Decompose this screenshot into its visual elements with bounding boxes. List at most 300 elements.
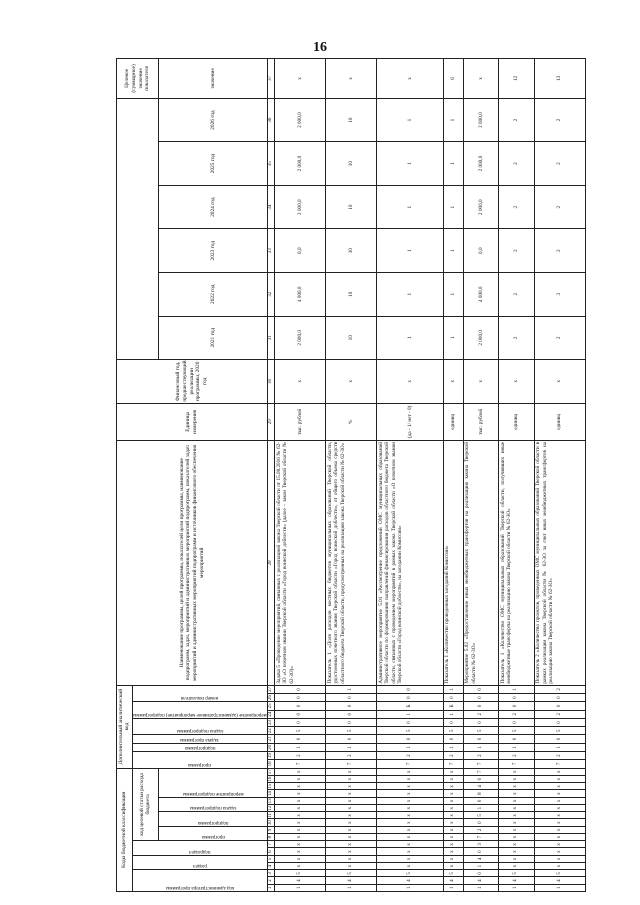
code-cell: 0 bbox=[275, 693, 326, 701]
code-cell: 5 bbox=[326, 727, 377, 735]
code-cell: 0 bbox=[275, 702, 326, 710]
column-number: 21 bbox=[268, 736, 274, 742]
code-cell: х bbox=[377, 797, 443, 804]
code-cell: х bbox=[377, 855, 443, 862]
row-year-value: 10 bbox=[326, 185, 377, 229]
table-row bbox=[275, 59, 326, 892]
code-cell: х bbox=[377, 834, 443, 841]
column-number: 34 bbox=[268, 185, 275, 229]
code-cell: 1 bbox=[463, 805, 499, 812]
code-cell: х bbox=[275, 848, 326, 855]
header-razdel: раздел bbox=[132, 855, 268, 870]
code-cell: 0 bbox=[443, 735, 463, 743]
code-cell: 0 bbox=[499, 718, 535, 726]
code-cell: х bbox=[534, 768, 585, 775]
code-cell: х bbox=[326, 848, 377, 855]
row-year-value: 3 bbox=[534, 272, 585, 316]
column-number-row bbox=[268, 59, 275, 892]
code-cell: х bbox=[443, 848, 463, 855]
code-cell: 5 bbox=[377, 727, 443, 735]
header-years-group bbox=[117, 98, 159, 359]
code-cell: 1 bbox=[463, 743, 499, 751]
code-cell: 1 bbox=[377, 710, 443, 718]
header-aa-meropriyatie: мероприятие (административное мероприятие) подпрограммы bbox=[132, 702, 268, 719]
code-cell: 2 bbox=[463, 710, 499, 718]
header-fin-year: Финансовый год, предшествующий реализации программы, 2020 год bbox=[117, 360, 268, 404]
column-number: 4 bbox=[268, 863, 275, 870]
code-cell: 1 bbox=[443, 710, 463, 718]
row-year-value: 2 000,0 bbox=[275, 98, 326, 142]
row-unit: единиц bbox=[534, 403, 585, 440]
code-cell: 5 bbox=[499, 727, 535, 735]
row-unit: единиц bbox=[499, 403, 535, 440]
table-row bbox=[463, 59, 499, 892]
code-cell: х bbox=[326, 805, 377, 812]
code-cell: х bbox=[499, 805, 535, 812]
code-cell: х bbox=[377, 863, 443, 870]
code-cell: 1 bbox=[275, 743, 326, 751]
column-number: 36 bbox=[268, 98, 275, 142]
column-number: 28 bbox=[268, 440, 275, 685]
code-cell: 7 bbox=[463, 760, 499, 768]
code-cell: 2 bbox=[534, 710, 585, 718]
row-fin-year: х bbox=[499, 360, 535, 404]
header-programma: программа bbox=[159, 826, 268, 841]
header-aa-nomer-pokazatelya: номер показателя bbox=[132, 685, 268, 702]
row-name: Показатель 2 «Количество проектов, проведенных ОМС муниципальных образований Тверской области в рамках реализации закона Тверской области № 62-ЗО за счет иных межбюджетных трансфертов на реализацию закона Тверской области № 62-ЗО» bbox=[534, 440, 585, 685]
row-year-value: 1 bbox=[443, 185, 463, 229]
code-cell: 0 bbox=[463, 848, 499, 855]
row-name: Мероприятие 5.02 «Предоставление иных межбюджетных трансфертов на реализацию закона Тверской области № 62-ЗО» bbox=[463, 440, 499, 685]
column-number: 14 bbox=[268, 791, 274, 797]
header-year-2022: 2022 год bbox=[159, 272, 268, 316]
code-cell: 0 bbox=[275, 735, 326, 743]
row-year-value: 1 bbox=[377, 185, 443, 229]
code-cell: 2 bbox=[326, 751, 377, 759]
header-year-2021: 2021 год bbox=[159, 316, 268, 360]
code-cell: х bbox=[499, 819, 535, 826]
code-cell: 2 bbox=[275, 751, 326, 759]
column-number: 1 bbox=[268, 884, 275, 891]
row-year-value: 0,0 bbox=[275, 229, 326, 273]
code-cell: х bbox=[443, 841, 463, 848]
code-cell: 5 bbox=[443, 870, 463, 877]
code-cell: 0 bbox=[534, 702, 585, 710]
row-year-value: 1 bbox=[443, 316, 463, 360]
code-cell: х bbox=[326, 826, 377, 833]
code-cell: 0 bbox=[463, 702, 499, 710]
code-cell: х bbox=[534, 776, 585, 783]
code-cell: х bbox=[499, 834, 535, 841]
code-cell: 2 bbox=[377, 751, 443, 759]
code-cell: 4 bbox=[377, 877, 443, 884]
code-cell: 5 bbox=[326, 870, 377, 877]
code-cell: х bbox=[377, 848, 443, 855]
code-cell: х bbox=[377, 826, 443, 833]
column-number: 23 bbox=[268, 719, 274, 725]
code-cell: 5 bbox=[377, 870, 443, 877]
code-cell: х bbox=[377, 819, 443, 826]
code-cell: 1 bbox=[377, 743, 443, 751]
code-cell: х bbox=[326, 776, 377, 783]
rotated-table bbox=[116, 58, 563, 892]
code-cell: 7 bbox=[443, 760, 463, 768]
column-number: 16 bbox=[268, 776, 274, 782]
column-number: 3 bbox=[268, 870, 275, 877]
code-cell: 0 bbox=[326, 693, 377, 701]
header-unit: Единица измерения bbox=[117, 403, 268, 440]
code-cell: х bbox=[534, 783, 585, 790]
column-number: 24 bbox=[268, 711, 274, 717]
code-cell: х bbox=[443, 776, 463, 783]
column-number: 7 bbox=[268, 841, 275, 848]
code-cell: 7 bbox=[275, 760, 326, 768]
row-year-value: 2 000,0 bbox=[275, 316, 326, 360]
column-number: 9 bbox=[268, 826, 275, 833]
code-cell: 7 bbox=[377, 760, 443, 768]
row-fin-year: х bbox=[534, 360, 585, 404]
column-number: 33 bbox=[268, 229, 275, 273]
row-year-value: 2 bbox=[534, 185, 585, 229]
code-cell: 0 bbox=[326, 710, 377, 718]
table-row bbox=[534, 59, 585, 892]
code-cell: х bbox=[377, 790, 443, 797]
code-cell: 1 bbox=[326, 685, 377, 693]
table-row bbox=[443, 59, 463, 892]
code-cell: х bbox=[499, 855, 535, 862]
header-znachenie: значение bbox=[159, 59, 268, 99]
code-cell: 0 bbox=[443, 693, 463, 701]
row-year-value: 2 000,0 bbox=[463, 142, 499, 186]
row-year-value: 1 bbox=[377, 229, 443, 273]
row-fin-year: х bbox=[326, 360, 377, 404]
code-cell: 0 bbox=[377, 735, 443, 743]
code-cell: х bbox=[443, 805, 463, 812]
code-cell: 1 bbox=[377, 884, 443, 891]
header-year-2025: 2025 год bbox=[159, 142, 268, 186]
column-number: 25 bbox=[268, 703, 274, 709]
row-unit: тыс. рублей bbox=[275, 403, 326, 440]
code-cell: х bbox=[326, 783, 377, 790]
code-cell: 2 bbox=[534, 751, 585, 759]
row-year-value: 1 bbox=[443, 98, 463, 142]
code-cell: 4 bbox=[463, 783, 499, 790]
code-cell: х bbox=[534, 797, 585, 804]
code-cell: х bbox=[377, 776, 443, 783]
code-cell: х bbox=[275, 768, 326, 775]
code-cell: х bbox=[275, 812, 326, 819]
row-year-value: 4 000,0 bbox=[275, 272, 326, 316]
column-number: 19 bbox=[268, 753, 274, 759]
row-year-value: 4 000,0 bbox=[463, 272, 499, 316]
code-cell: 1 bbox=[463, 884, 499, 891]
code-cell: х bbox=[443, 834, 463, 841]
code-cell: х bbox=[534, 855, 585, 862]
row-year-value: 1 bbox=[377, 316, 443, 360]
column-number: 17 bbox=[268, 769, 274, 775]
code-cell: х bbox=[326, 768, 377, 775]
row-year-value: 2 000,0 bbox=[463, 98, 499, 142]
code-cell: х bbox=[443, 768, 463, 775]
code-cell: х bbox=[443, 790, 463, 797]
column-number: 31 bbox=[268, 316, 275, 360]
code-cell: 1 bbox=[443, 685, 463, 693]
code-cell: 0 bbox=[275, 685, 326, 693]
row-name: Показатель 1 «Количество проведенных заседаний Комиссии» bbox=[443, 440, 463, 685]
code-cell: 0 bbox=[463, 735, 499, 743]
table-body bbox=[275, 59, 585, 892]
header-podrazdel: подраздел bbox=[132, 841, 268, 856]
row-year-value: 1 bbox=[443, 229, 463, 273]
page-number: 16 bbox=[313, 40, 327, 55]
code-cell: х bbox=[499, 797, 535, 804]
code-cell: 1 bbox=[463, 863, 499, 870]
code-cell: х bbox=[443, 819, 463, 826]
code-cell: 8 bbox=[463, 790, 499, 797]
code-cell: 0 bbox=[326, 735, 377, 743]
code-cell: х bbox=[499, 783, 535, 790]
header-aa-zadacha-programmy: задача программы bbox=[132, 735, 268, 743]
row-year-value: 2 000,0 bbox=[463, 316, 499, 360]
code-cell: х bbox=[499, 841, 535, 848]
row-year-value: 2 000,0 bbox=[463, 185, 499, 229]
code-cell: х bbox=[377, 805, 443, 812]
code-cell: х bbox=[275, 826, 326, 833]
code-cell: 0 bbox=[443, 718, 463, 726]
code-cell: х bbox=[499, 776, 535, 783]
code-cell: 5 bbox=[275, 727, 326, 735]
code-cell: 0 bbox=[463, 819, 499, 826]
row-unit: % bbox=[326, 403, 377, 440]
code-cell: Б bbox=[443, 702, 463, 710]
table-row bbox=[499, 59, 535, 892]
row-year-value: 1 bbox=[377, 142, 443, 186]
row-unit: тыс. рублей bbox=[463, 403, 499, 440]
code-cell: 5 bbox=[443, 727, 463, 735]
code-cell: х bbox=[499, 768, 535, 775]
code-cell: 0 bbox=[463, 870, 499, 877]
code-cell: 0 bbox=[463, 693, 499, 701]
code-cell: х bbox=[326, 863, 377, 870]
code-cell: 0 bbox=[275, 710, 326, 718]
code-cell: х bbox=[275, 841, 326, 848]
column-number: 6 bbox=[268, 848, 275, 855]
row-total: 6 bbox=[443, 59, 463, 99]
table-row bbox=[377, 59, 443, 892]
column-number: 32 bbox=[268, 272, 275, 316]
code-cell: х bbox=[443, 855, 463, 862]
code-cell: 0 bbox=[499, 735, 535, 743]
row-year-value: 1 bbox=[377, 98, 443, 142]
code-cell: 1 bbox=[326, 884, 377, 891]
row-year-value: 2 bbox=[534, 316, 585, 360]
column-number: 13 bbox=[268, 798, 274, 804]
row-year-value: 1 bbox=[443, 272, 463, 316]
code-cell: 0 bbox=[275, 718, 326, 726]
header-year-2026: 2026 год bbox=[159, 98, 268, 142]
code-cell: х bbox=[275, 863, 326, 870]
row-fin-year: х bbox=[275, 360, 326, 404]
code-cell: х bbox=[534, 790, 585, 797]
code-cell: 7 bbox=[463, 834, 499, 841]
code-cell: 3 bbox=[463, 841, 499, 848]
code-cell: х bbox=[534, 826, 585, 833]
code-cell: х bbox=[377, 768, 443, 775]
code-cell: 0 bbox=[377, 685, 443, 693]
code-cell: 5 bbox=[499, 870, 535, 877]
header-podprogramma: подпрограмма bbox=[159, 812, 268, 827]
code-cell: х bbox=[326, 790, 377, 797]
row-year-value: 1 bbox=[377, 272, 443, 316]
header-row-1 bbox=[117, 59, 133, 892]
code-cell: х bbox=[275, 797, 326, 804]
header-meropriyatie-podprogrammy: мероприятие подпрограммы bbox=[159, 768, 268, 797]
row-unit: (да - 1/ нет - 0) bbox=[377, 403, 443, 440]
code-cell: 4 bbox=[326, 877, 377, 884]
code-cell: 1 bbox=[326, 743, 377, 751]
row-fin-year: х bbox=[443, 360, 463, 404]
header-year-2024: 2024 год bbox=[159, 185, 268, 229]
column-number: 18 bbox=[268, 761, 274, 767]
row-year-value: 10 bbox=[326, 98, 377, 142]
code-cell: 4 bbox=[463, 877, 499, 884]
row-year-value: 2 000,0 bbox=[275, 142, 326, 186]
table-row bbox=[326, 59, 377, 892]
code-cell: 5 bbox=[534, 727, 585, 735]
code-cell: х bbox=[443, 812, 463, 819]
header-aa-programma: программа bbox=[132, 751, 268, 768]
code-cell: х bbox=[377, 812, 443, 819]
row-total: х bbox=[377, 59, 443, 99]
column-number: 11 bbox=[268, 812, 274, 818]
code-cell: 4 bbox=[443, 877, 463, 884]
code-cell: х bbox=[275, 805, 326, 812]
code-cell: 5 bbox=[463, 812, 499, 819]
row-year-value: 2 bbox=[534, 229, 585, 273]
row-year-value: 1 bbox=[443, 142, 463, 186]
code-cell: х bbox=[499, 863, 535, 870]
row-year-value: 2 bbox=[499, 316, 535, 360]
row-total: 12 bbox=[499, 59, 535, 99]
row-year-value: 2 bbox=[534, 142, 585, 186]
code-cell: х bbox=[326, 812, 377, 819]
code-cell: х bbox=[443, 826, 463, 833]
row-year-value: 2 bbox=[534, 98, 585, 142]
header-admin-code: код администратора программы bbox=[132, 870, 268, 892]
code-cell: х bbox=[534, 834, 585, 841]
code-cell: 0 bbox=[534, 718, 585, 726]
row-total: х bbox=[326, 59, 377, 99]
code-cell: х bbox=[326, 834, 377, 841]
header-target-value: Целевое (суммарное) значение показателя bbox=[117, 59, 159, 99]
code-cell: 0 bbox=[499, 693, 535, 701]
row-name: Задача 5 «Проведение мероприятий, связанных с реализацией закона Тверской области от 15.08.2016 № 62-ЗО «О почетном звании Тверской области «Город воинской доблести» (далее – закон Тверской области № 62-ЗО)» bbox=[275, 440, 326, 685]
column-number: 22 bbox=[268, 728, 274, 734]
code-cell: х bbox=[275, 783, 326, 790]
row-year-value: 10 bbox=[326, 316, 377, 360]
code-cell: 5 bbox=[275, 870, 326, 877]
code-cell: 4 bbox=[275, 877, 326, 884]
code-cell: х bbox=[534, 812, 585, 819]
code-cell: 0 bbox=[463, 776, 499, 783]
code-cell: 7 bbox=[499, 760, 535, 768]
column-number: 2 bbox=[268, 877, 275, 884]
code-cell: х bbox=[275, 776, 326, 783]
column-number: 8 bbox=[268, 834, 275, 841]
code-cell: 1 bbox=[443, 884, 463, 891]
code-cell: 2 bbox=[499, 710, 535, 718]
header-year-2023: 2023 год bbox=[159, 229, 268, 273]
code-cell: 1 bbox=[443, 743, 463, 751]
code-cell: 7 bbox=[463, 768, 499, 775]
code-cell: х bbox=[377, 783, 443, 790]
column-number: 26 bbox=[268, 695, 274, 701]
code-cell: 4 bbox=[499, 877, 535, 884]
code-cell: 2 bbox=[443, 751, 463, 759]
column-number: 29 bbox=[268, 403, 275, 440]
row-year-value: 2 bbox=[499, 142, 535, 186]
row-total: х bbox=[275, 59, 326, 99]
code-cell: 7 bbox=[534, 760, 585, 768]
code-cell: х bbox=[499, 790, 535, 797]
header-target-article: код целевой статьи расхода бюджета bbox=[132, 768, 159, 841]
code-cell: х bbox=[443, 797, 463, 804]
column-number: 20 bbox=[268, 744, 274, 750]
code-cell: х bbox=[443, 783, 463, 790]
code-cell: 0 bbox=[326, 702, 377, 710]
header-aa-zadacha-podprogrammy: задача подпрограммы bbox=[132, 718, 268, 735]
code-cell: х bbox=[275, 855, 326, 862]
row-year-value: 2 bbox=[499, 185, 535, 229]
header-name-column: Наименование программы, целей программы, показателей цели программы, наименование подпрограмм, задач, мероприятий и административных мероприятий подпрограмм, показателей задач мероприятий и административных мероприятий подпрограмм и источников финансового обеспечения мероприятий bbox=[117, 440, 268, 685]
code-cell: 4 bbox=[463, 855, 499, 862]
code-cell: 0 bbox=[377, 693, 443, 701]
code-cell: х bbox=[499, 812, 535, 819]
row-year-value: 0,0 bbox=[463, 229, 499, 273]
code-cell: х bbox=[534, 841, 585, 848]
row-unit: единиц bbox=[443, 403, 463, 440]
code-cell: х bbox=[326, 819, 377, 826]
code-cell: х bbox=[534, 805, 585, 812]
code-cell: х bbox=[326, 797, 377, 804]
column-number: 37 bbox=[268, 59, 275, 99]
program-table bbox=[116, 58, 586, 892]
code-cell: 0 bbox=[499, 702, 535, 710]
header-zadacha-podprogrammy: задача подпрограммы bbox=[159, 797, 268, 812]
row-year-value: 10 bbox=[326, 142, 377, 186]
code-cell: х bbox=[275, 819, 326, 826]
code-cell: 0 bbox=[463, 797, 499, 804]
code-cell: х bbox=[534, 819, 585, 826]
code-cell: х bbox=[377, 841, 443, 848]
header-budget-codes: Коды бюджетной классификации bbox=[117, 768, 133, 891]
code-cell: 4 bbox=[534, 877, 585, 884]
row-name: Административное мероприятие 5.01 «Рассмотрение предложений ОМС муниципальных образований Тверской области по формированию направлений финансирования расходов областного бюджета Тверской области, связанных с проведением мероприятий в рамках закона Тверской области «О почетном звании Тверской области «Город воинской доблести», на заседании Комиссии» bbox=[377, 440, 443, 685]
code-cell: х bbox=[326, 841, 377, 848]
row-total: х bbox=[463, 59, 499, 99]
code-cell: х bbox=[275, 790, 326, 797]
column-number: 10 bbox=[268, 820, 274, 826]
code-cell: 1 bbox=[275, 884, 326, 891]
row-year-value: 2 bbox=[499, 229, 535, 273]
code-cell: 2 bbox=[499, 751, 535, 759]
code-cell: 1 bbox=[499, 685, 535, 693]
code-cell: Б bbox=[377, 702, 443, 710]
row-year-value: 10 bbox=[326, 229, 377, 273]
row-fin-year: х bbox=[463, 360, 499, 404]
column-number: 35 bbox=[268, 142, 275, 186]
code-cell: 2 bbox=[534, 685, 585, 693]
